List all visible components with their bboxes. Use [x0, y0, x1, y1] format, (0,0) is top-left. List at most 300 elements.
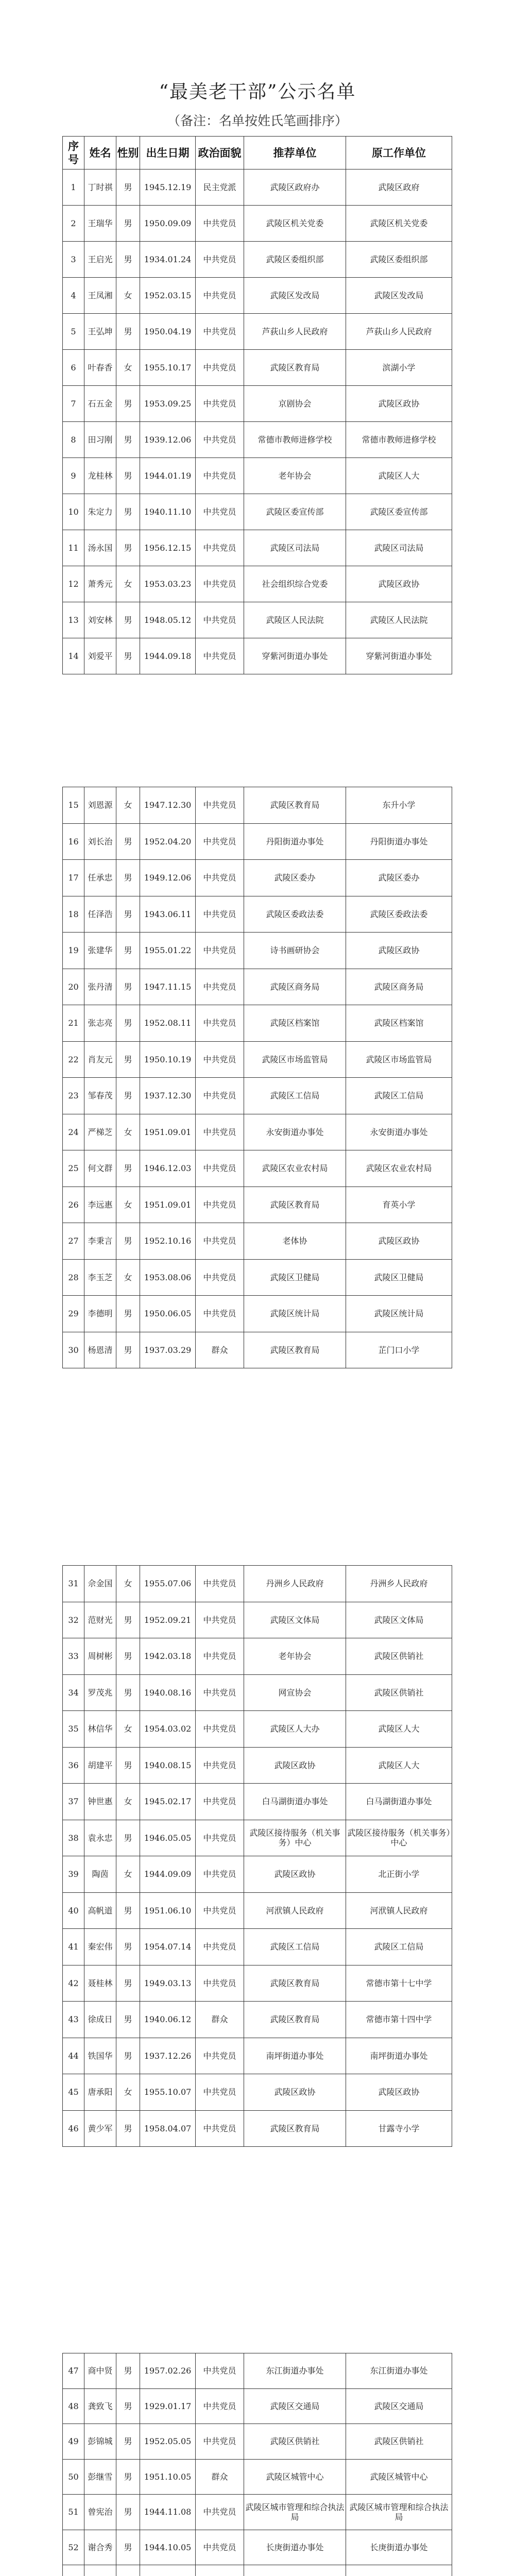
cell-birth-date: 1958.04.07	[140, 2110, 196, 2147]
table-row	[63, 494, 452, 530]
cell-original-workplace: 育英小学	[346, 1187, 452, 1223]
cell-recommending-unit: 京剧协会	[244, 386, 346, 422]
cell-birth-date: 1944.10.05	[140, 2530, 196, 2565]
cell-political-status	[196, 2565, 244, 2576]
cell-original-workplace: 北正街小学	[346, 1856, 452, 1893]
cell-recommending-unit: 武陵区交通局	[244, 2388, 346, 2424]
cell-name: 范财光	[84, 1602, 116, 1638]
cell-birth-date: 1953.09.25	[140, 386, 196, 422]
cell-political-status: 中共党员	[196, 2530, 244, 2565]
cell-birth-date: 1946.05.05	[140, 1820, 196, 1856]
cell-gender: 女	[116, 278, 140, 314]
cell-original-workplace: 武陵区发改局	[346, 278, 452, 314]
table-row	[63, 1784, 452, 1820]
cell-recommending-unit: 永安街道办事处	[244, 1114, 346, 1150]
cell-gender: 男	[116, 2002, 140, 2038]
column-header-gender: 性别	[116, 137, 140, 170]
cell-political-status: 中共党员	[196, 823, 244, 860]
cell-birth-date	[140, 2565, 196, 2576]
cell-name: 彭锦城	[84, 2424, 116, 2460]
cell-original-workplace: 滨湖小学	[346, 350, 452, 386]
cell-gender: 男	[116, 1965, 140, 2002]
table-row	[63, 1150, 452, 1187]
cell-birth-date: 1944.09.18	[140, 638, 196, 674]
cell-birth-date: 1952.08.11	[140, 1005, 196, 1042]
cell-birth-date: 1942.03.18	[140, 1638, 196, 1675]
cell-name: 黄少军	[84, 2110, 116, 2147]
cell-index: 30	[63, 1332, 84, 1368]
cell-original-workplace: 武陵区委办	[346, 860, 452, 896]
table-row	[63, 2565, 452, 2576]
cell-recommending-unit: 东江街道办事处	[244, 2353, 346, 2389]
table-row	[63, 1929, 452, 1965]
cell-name: 李远惠	[84, 1187, 116, 1223]
cell-political-status: 中共党员	[196, 2353, 244, 2389]
cell-name: 王瑞华	[84, 206, 116, 242]
cell-name: 张丹清	[84, 969, 116, 1005]
cell-birth-date: 1944.11.08	[140, 2495, 196, 2530]
cell-political-status: 中共党员	[196, 1820, 244, 1856]
cell-political-status: 中共党员	[196, 1856, 244, 1893]
cell-original-workplace: 常德市教师进修学校	[346, 422, 452, 458]
cell-gender: 男	[116, 1602, 140, 1638]
cell-political-status: 中共党员	[196, 1041, 244, 1078]
cell-index: 33	[63, 1638, 84, 1675]
cell-name: 任承忠	[84, 860, 116, 896]
cell-original-workplace: 武陵区档案馆	[346, 1005, 452, 1042]
cell-name: 李秉言	[84, 1223, 116, 1260]
cell-recommending-unit: 老年协会	[244, 1638, 346, 1675]
cell-name: 汤永国	[84, 530, 116, 566]
cell-name: 唐承阳	[84, 2074, 116, 2111]
cell-index: 12	[63, 566, 84, 602]
cell-recommending-unit: 武陵区文体局	[244, 1602, 346, 1638]
cell-birth-date: 1955.10.07	[140, 2074, 196, 2111]
cell-recommending-unit: 武陵区接待服务（机关事务）中心	[244, 1820, 346, 1856]
cell-original-workplace: 丹洲乡人民政府	[346, 1566, 452, 1602]
cell-political-status: 中共党员	[196, 1078, 244, 1114]
cell-birth-date: 1944.01.19	[140, 458, 196, 494]
cell-birth-date: 1940.11.10	[140, 494, 196, 530]
cell-recommending-unit: 武陵区政协	[244, 1856, 346, 1893]
cell-original-workplace: 武陵区政协	[346, 2074, 452, 2111]
cell-original-workplace: 永安街道办事处	[346, 1114, 452, 1150]
cell-original-workplace: 武陵区政协	[346, 566, 452, 602]
cell-original-workplace: 穿紫河街道办事处	[346, 638, 452, 674]
cell-birth-date: 1955.01.22	[140, 933, 196, 969]
cell-political-status: 中共党员	[196, 1005, 244, 1042]
cell-name	[84, 2565, 116, 2576]
cell-birth-date: 1940.06.12	[140, 2002, 196, 2038]
table-row	[63, 458, 452, 494]
table-row	[63, 1747, 452, 1784]
cell-name: 石五金	[84, 386, 116, 422]
cell-index: 4	[63, 278, 84, 314]
cell-index: 17	[63, 860, 84, 896]
cell-recommending-unit: 武陵区政府办	[244, 170, 346, 206]
cell-recommending-unit: 武陵区教育局	[244, 1187, 346, 1223]
cell-original-workplace: 武陵区司法局	[346, 530, 452, 566]
cell-recommending-unit: 武陵区教育局	[244, 350, 346, 386]
cell-index: 37	[63, 1784, 84, 1820]
cell-gender: 男	[116, 1041, 140, 1078]
cell-political-status: 中共党员	[196, 458, 244, 494]
cell-name: 萧秀元	[84, 566, 116, 602]
cell-political-status: 中共党员	[196, 1638, 244, 1675]
cell-index: 25	[63, 1150, 84, 1187]
cell-original-workplace: 武陵区政协	[346, 933, 452, 969]
cell-recommending-unit: 常德市教师进修学校	[244, 422, 346, 458]
table-row	[63, 206, 452, 242]
roster-table	[62, 2353, 452, 2576]
cell-birth-date: 1940.08.16	[140, 1674, 196, 1711]
cell-gender: 女	[116, 2074, 140, 2111]
table-row	[63, 566, 452, 602]
column-header-recommending-unit: 推荐单位	[244, 137, 346, 170]
table-row	[63, 530, 452, 566]
cell-name: 胡建平	[84, 1747, 116, 1784]
cell-birth-date: 1943.06.11	[140, 896, 196, 933]
cell-original-workplace: 东升小学	[346, 787, 452, 824]
table-row	[63, 787, 452, 824]
cell-recommending-unit: 武陵区卫健局	[244, 1259, 346, 1296]
cell-political-status: 中共党员	[196, 1187, 244, 1223]
cell-gender: 男	[116, 494, 140, 530]
cell-index: 5	[63, 314, 84, 350]
table-row	[63, 1820, 452, 1856]
cell-political-status: 中共党员	[196, 638, 244, 674]
page-title: “最美老干部”公示名单	[159, 81, 356, 103]
cell-original-workplace: 芦荻山乡人民政府	[346, 314, 452, 350]
cell-political-status: 中共党员	[196, 1965, 244, 2002]
cell-gender: 男	[116, 933, 140, 969]
cell-name: 袁永忠	[84, 1820, 116, 1856]
cell-gender: 男	[116, 242, 140, 278]
cell-birth-date: 1947.11.15	[140, 969, 196, 1005]
cell-index: 43	[63, 2002, 84, 2038]
table-row	[63, 1223, 452, 1260]
cell-gender: 男	[116, 602, 140, 638]
column-header-political-status: 政治面貌	[196, 137, 244, 170]
cell-recommending-unit: 武陵区教育局	[244, 787, 346, 824]
cell-index: 27	[63, 1223, 84, 1260]
cell-recommending-unit: 武陵区委宣传部	[244, 494, 346, 530]
cell-gender: 男	[116, 2353, 140, 2389]
cell-political-status: 中共党员	[196, 2110, 244, 2147]
cell-recommending-unit: 武陵区机关党委	[244, 206, 346, 242]
cell-political-status: 群众	[196, 2459, 244, 2495]
cell-recommending-unit: 武陵区教育局	[244, 1332, 346, 1368]
cell-recommending-unit: 武陵区供销社	[244, 2424, 346, 2460]
cell-index: 2	[63, 206, 84, 242]
cell-recommending-unit: 长庚街道办事处	[244, 2530, 346, 2565]
cell-gender: 男	[116, 1332, 140, 1368]
table-row	[63, 1187, 452, 1223]
cell-recommending-unit: 南坪街道办事处	[244, 2038, 346, 2074]
roster-table	[62, 136, 452, 674]
table-row	[63, 602, 452, 638]
table-row	[63, 422, 452, 458]
table-row	[63, 1078, 452, 1114]
cell-political-status: 中共党员	[196, 206, 244, 242]
cell-recommending-unit: 武陵区司法局	[244, 530, 346, 566]
cell-original-workplace: 武陵区城市管理和综合执法局	[346, 2495, 452, 2530]
cell-gender: 男	[116, 1674, 140, 1711]
cell-original-workplace: 武陵区机关党委	[346, 206, 452, 242]
cell-political-status: 中共党员	[196, 566, 244, 602]
cell-political-status: 中共党员	[196, 2074, 244, 2111]
cell-recommending-unit: 武陵区市场监管局	[244, 1041, 346, 1078]
cell-birth-date: 1955.07.06	[140, 1566, 196, 1602]
cell-gender: 男	[116, 206, 140, 242]
cell-political-status: 中共党员	[196, 969, 244, 1005]
cell-birth-date: 1949.12.06	[140, 860, 196, 896]
cell-political-status: 中共党员	[196, 2495, 244, 2530]
cell-name: 叶春香	[84, 350, 116, 386]
cell-index: 45	[63, 2074, 84, 2111]
cell-recommending-unit: 武陵区人民法院	[244, 602, 346, 638]
cell-gender: 男	[116, 1820, 140, 1856]
cell-original-workplace: 武陵区政协	[346, 386, 452, 422]
cell-index: 13	[63, 602, 84, 638]
cell-political-status: 中共党员	[196, 422, 244, 458]
cell-birth-date: 1952.10.16	[140, 1223, 196, 1260]
cell-gender: 男	[116, 860, 140, 896]
cell-index: 41	[63, 1929, 84, 1965]
cell-birth-date: 1937.12.30	[140, 1078, 196, 1114]
table-row	[63, 933, 452, 969]
cell-gender: 女	[116, 350, 140, 386]
table-row	[63, 1114, 452, 1150]
cell-gender: 男	[116, 2110, 140, 2147]
cell-political-status: 中共党员	[196, 1929, 244, 1965]
cell-birth-date: 1952.03.15	[140, 278, 196, 314]
table-row	[63, 2495, 452, 2530]
table-row	[63, 1965, 452, 2002]
cell-index: 26	[63, 1187, 84, 1223]
cell-original-workplace: 河洑镇人民政府	[346, 1892, 452, 1929]
cell-gender: 女	[116, 566, 140, 602]
cell-original-workplace: 长庚街道办事处	[346, 2530, 452, 2565]
cell-birth-date: 1934.01.24	[140, 242, 196, 278]
cell-name: 丁时祺	[84, 170, 116, 206]
column-header-name: 姓名	[84, 137, 116, 170]
cell-original-workplace: 丹阳街道办事处	[346, 823, 452, 860]
cell-name: 张志亮	[84, 1005, 116, 1042]
cell-index: 20	[63, 969, 84, 1005]
cell-original-workplace: 武陵区委组织部	[346, 242, 452, 278]
cell-name: 刘安林	[84, 602, 116, 638]
cell-political-status: 中共党员	[196, 530, 244, 566]
cell-original-workplace: 武陵区政府	[346, 170, 452, 206]
cell-recommending-unit: 武陵区城管中心	[244, 2459, 346, 2495]
cell-index: 28	[63, 1259, 84, 1296]
cell-gender: 男	[116, 1223, 140, 1260]
cell-political-status: 中共党员	[196, 1747, 244, 1784]
cell-index: 38	[63, 1820, 84, 1856]
cell-index: 49	[63, 2424, 84, 2460]
table-row	[63, 386, 452, 422]
cell-recommending-unit: 丹阳街道办事处	[244, 823, 346, 860]
table-row	[63, 2530, 452, 2565]
cell-original-workplace: 武陵区供销社	[346, 1674, 452, 1711]
cell-original-workplace: 武陵区工信局	[346, 1078, 452, 1114]
cell-name: 徐成日	[84, 2002, 116, 2038]
cell-birth-date: 1929.01.17	[140, 2388, 196, 2424]
table-row	[63, 860, 452, 896]
cell-name: 刘长治	[84, 823, 116, 860]
cell-gender: 女	[116, 787, 140, 824]
cell-gender: 男	[116, 2388, 140, 2424]
cell-name: 刘爱平	[84, 638, 116, 674]
cell-birth-date: 1950.04.19	[140, 314, 196, 350]
cell-gender: 男	[116, 1747, 140, 1784]
cell-index: 42	[63, 1965, 84, 2002]
cell-recommending-unit: 武陵区委办	[244, 860, 346, 896]
cell-political-status: 中共党员	[196, 350, 244, 386]
cell-index: 14	[63, 638, 84, 674]
cell-recommending-unit: 武陵区工信局	[244, 1078, 346, 1114]
cell-gender: 男	[116, 1150, 140, 1187]
cell-gender: 女	[116, 1711, 140, 1748]
cell-index: 21	[63, 1005, 84, 1042]
table-row	[63, 2110, 452, 2147]
cell-name: 李德明	[84, 1296, 116, 1332]
cell-gender: 女	[116, 1259, 140, 1296]
cell-political-status: 中共党员	[196, 1259, 244, 1296]
cell-original-workplace: 东江街道办事处	[346, 2353, 452, 2389]
cell-name: 严梯芝	[84, 1114, 116, 1150]
cell-original-workplace: 武陵区政协	[346, 1223, 452, 1260]
cell-name: 龚致飞	[84, 2388, 116, 2424]
table-row	[63, 1041, 452, 1078]
cell-index	[63, 2565, 84, 2576]
cell-recommending-unit: 社会组织综合党委	[244, 566, 346, 602]
table-row	[63, 823, 452, 860]
cell-gender: 男	[116, 896, 140, 933]
cell-birth-date: 1947.12.30	[140, 787, 196, 824]
table-header-row	[63, 137, 452, 170]
cell-gender: 女	[116, 1187, 140, 1223]
cell-index: 1	[63, 170, 84, 206]
cell-original-workplace: 武陵区统计局	[346, 1296, 452, 1332]
cell-political-status: 中共党员	[196, 602, 244, 638]
cell-name: 铁国华	[84, 2038, 116, 2074]
cell-index: 23	[63, 1078, 84, 1114]
cell-birth-date: 1952.09.21	[140, 1602, 196, 1638]
cell-gender: 男	[116, 2495, 140, 2530]
cell-original-workplace: 武陵区人大	[346, 1711, 452, 1748]
cell-recommending-unit: 老年协会	[244, 458, 346, 494]
table-row	[63, 350, 452, 386]
cell-gender: 男	[116, 638, 140, 674]
cell-name: 彭继雪	[84, 2459, 116, 2495]
cell-index: 35	[63, 1711, 84, 1748]
cell-birth-date: 1944.09.09	[140, 1856, 196, 1893]
cell-gender: 男	[116, 1296, 140, 1332]
cell-birth-date: 1952.04.20	[140, 823, 196, 860]
cell-recommending-unit: 武陵区委政法委	[244, 896, 346, 933]
cell-original-workplace: 武陵区卫健局	[346, 1259, 452, 1296]
table-row	[63, 2353, 452, 2389]
roster-table	[62, 1565, 452, 2147]
cell-name: 钟世惠	[84, 1784, 116, 1820]
cell-gender: 男	[116, 458, 140, 494]
cell-original-workplace: 武陵区人大	[346, 1747, 452, 1784]
cell-index: 36	[63, 1747, 84, 1784]
cell-name: 商中贤	[84, 2353, 116, 2389]
cell-birth-date: 1956.12.15	[140, 530, 196, 566]
cell-political-status: 群众	[196, 2002, 244, 2038]
cell-recommending-unit: 白马湖街道办事处	[244, 1784, 346, 1820]
column-header-original-workplace: 原工作单位	[346, 137, 452, 170]
cell-index: 24	[63, 1114, 84, 1150]
cell-recommending-unit: 丹洲乡人民政府	[244, 1566, 346, 1602]
cell-birth-date: 1954.07.14	[140, 1929, 196, 1965]
cell-original-workplace	[346, 2565, 452, 2576]
cell-political-status: 群众	[196, 1332, 244, 1368]
cell-original-workplace: 武陵区农业农村局	[346, 1150, 452, 1187]
cell-original-workplace: 武陵区人民法院	[346, 602, 452, 638]
cell-index: 8	[63, 422, 84, 458]
table-row	[63, 2459, 452, 2495]
cell-name: 谢合秀	[84, 2530, 116, 2565]
cell-gender	[116, 2565, 140, 2576]
cell-recommending-unit: 武陵区统计局	[244, 1296, 346, 1332]
cell-name: 张建华	[84, 933, 116, 969]
cell-political-status: 中共党员	[196, 242, 244, 278]
cell-recommending-unit: 武陵区教育局	[244, 2110, 346, 2147]
table-row	[63, 2074, 452, 2111]
cell-birth-date: 1954.03.02	[140, 1711, 196, 1748]
cell-original-workplace: 武陵区委政法委	[346, 896, 452, 933]
table-row	[63, 1602, 452, 1638]
cell-gender: 男	[116, 1005, 140, 1042]
cell-name: 任泽浩	[84, 896, 116, 933]
cell-birth-date: 1950.09.09	[140, 206, 196, 242]
cell-birth-date: 1953.03.23	[140, 566, 196, 602]
cell-political-status: 中共党员	[196, 933, 244, 969]
cell-birth-date: 1957.02.26	[140, 2353, 196, 2389]
cell-gender: 男	[116, 2038, 140, 2074]
table-row	[63, 314, 452, 350]
cell-index: 11	[63, 530, 84, 566]
cell-political-status: 中共党员	[196, 787, 244, 824]
cell-birth-date: 1950.10.19	[140, 1041, 196, 1078]
cell-birth-date: 1951.10.05	[140, 2459, 196, 2495]
cell-recommending-unit: 武陵区委组织部	[244, 242, 346, 278]
cell-name: 李玉芝	[84, 1259, 116, 1296]
table-row	[63, 1332, 452, 1368]
cell-name: 曾宪治	[84, 2495, 116, 2530]
cell-recommending-unit: 芦荻山乡人民政府	[244, 314, 346, 350]
cell-original-workplace: 南坪街道办事处	[346, 2038, 452, 2074]
cell-original-workplace: 武陵区城管中心	[346, 2459, 452, 2495]
table-row	[63, 1296, 452, 1332]
column-header-index: 序号	[63, 137, 84, 170]
cell-original-workplace: 甘露寺小学	[346, 2110, 452, 2147]
cell-index: 19	[63, 933, 84, 969]
cell-original-workplace: 武陵区工信局	[346, 1929, 452, 1965]
cell-original-workplace: 武陵区委宣传部	[346, 494, 452, 530]
cell-political-status: 中共党员	[196, 1566, 244, 1602]
cell-recommending-unit: 老体协	[244, 1223, 346, 1260]
cell-political-status: 中共党员	[196, 860, 244, 896]
cell-gender: 男	[116, 969, 140, 1005]
cell-recommending-unit: 诗书画研协会	[244, 933, 346, 969]
cell-birth-date: 1953.08.06	[140, 1259, 196, 1296]
cell-index: 44	[63, 2038, 84, 2074]
